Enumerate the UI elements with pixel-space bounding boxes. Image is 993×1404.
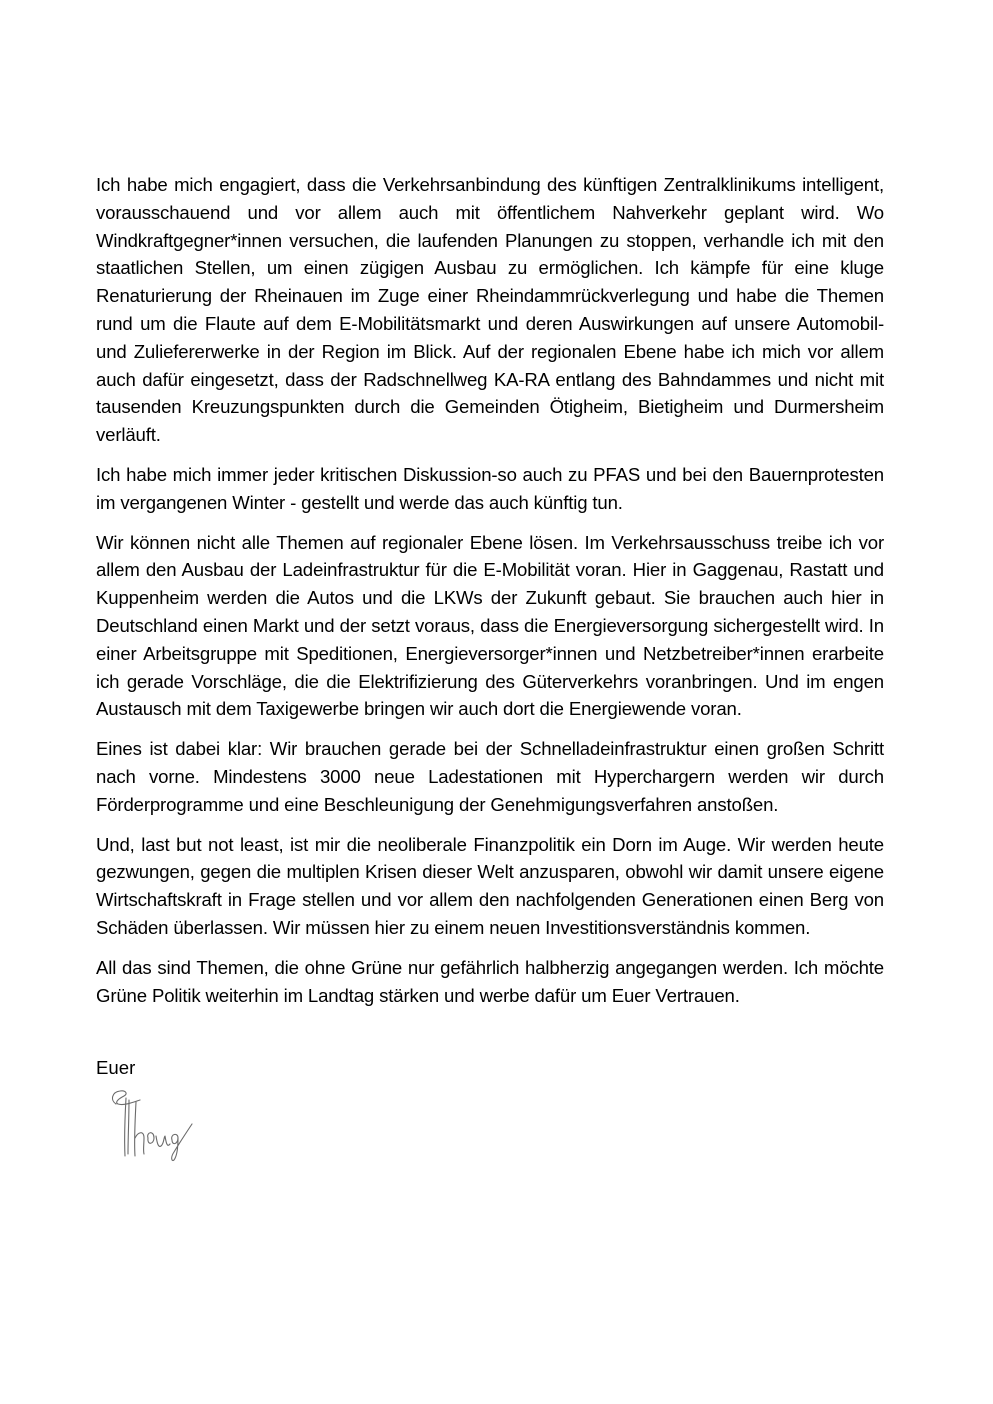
signature-icon [104, 1086, 214, 1166]
paragraph-charging-infrastructure: Wir können nicht alle Themen auf regionaler Ebene lösen. Im Verkehrsausschuss treibe ich vor allem den Ausbau der Ladeinfrastruktur für die E-Mobilität voran. Hier in Gaggenau, Rastatt und Kuppenheim werden die Autos und die LKWs der Zukunft gebaut. Sie brauchen auch hier in Deutschland einen Markt und der setzt voraus, dass die Energieversorgung sichergestellt wird. In einer Arbeitsgruppe mit Speditionen, Energieversorger*innen und Netzbetreiber*innen erarbeite ich gerade Vorschläge, die die Elektrifizierung des Güterverkehrs voranbringen. Und im engen Austausch mit dem Taxigewerbe bringen wir auch dort die Energiewende voran. [96, 531, 884, 720]
paragraph-conclusion: All das sind Themen, die ohne Grüne nur gefährlich halbherzig angegangen werden. Ich möchte Grüne Politik weiterhin im Landtag stärken und werbe dafür um Euer Vertrauen. [96, 956, 884, 1006]
paragraph-fast-charging: Eines ist dabei klar: Wir brauchen gerade bei der Schnelladeinfrastruktur einen großen Schritt nach vorne. Mindestens 3000 neue Ladestationen mit Hyperchargern werden wir durch Förderprogramme und eine Beschleunigung der Genehmigungsverfahren anstoßen. [96, 738, 884, 815]
paragraph-discussion: Ich habe mich immer jeder kritischen Diskussion-so auch zu PFAS und bei den Bauernprotesten im vergangenen Winter - gestellt und werde das auch künftig tun. [96, 463, 884, 513]
document-page [96, 171, 884, 1166]
handwritten-signature [104, 1086, 214, 1166]
paragraph-infrastructure: Ich habe mich engagiert, dass die Verkehrsanbindung des künftigen Zentralklinikums intelligent, vorausschauend und vor allem auch mit öffentlichem Nahverkehr geplant wird. Wo Windkraftgegner*innen versuchen, die laufenden Planungen zu stoppen, verhandle ich mit den staatlichen Stellen, um einen zügigen Ausbau zu ermöglichen. Ich kämpfe für eine kluge Renaturierung der Rheinauen im Zuge einer Rheindammrückverlegung und habe die Themen rund um die Flaute auf dem E-Mobilitätsmarkt und deren Auswirkungen auf unsere Automobil- und Zuliefererwerke in der Region im Blick. Auf der regionalen Ebene habe ich mich vor allem auch dafür eingesetzt, dass der Radschnellweg KA-RA entlang des Bahndammes und nicht mit tausenden Kreuzungspunkten durch die Gemeinden Ötigheim, Bietigheim und Durmersheim verläuft. [96, 174, 884, 446]
closing-salutation: Euer [96, 1057, 136, 1079]
paragraph-fiscal-policy: Und, last but not least, ist mir die neoliberale Finanzpolitik ein Dorn im Auge. Wir werden heute gezwungen, gegen die multiplen Krisen dieser Welt anzusparen, obwohl wir damit unsere eigene Wirtschaftskraft in Frage stellen und vor allem den nachfolgenden Generationen einen Berg von Schäden überlassen. Wir müssen hier zu einem neuen Investitionsverständnis kommen. [96, 833, 884, 938]
